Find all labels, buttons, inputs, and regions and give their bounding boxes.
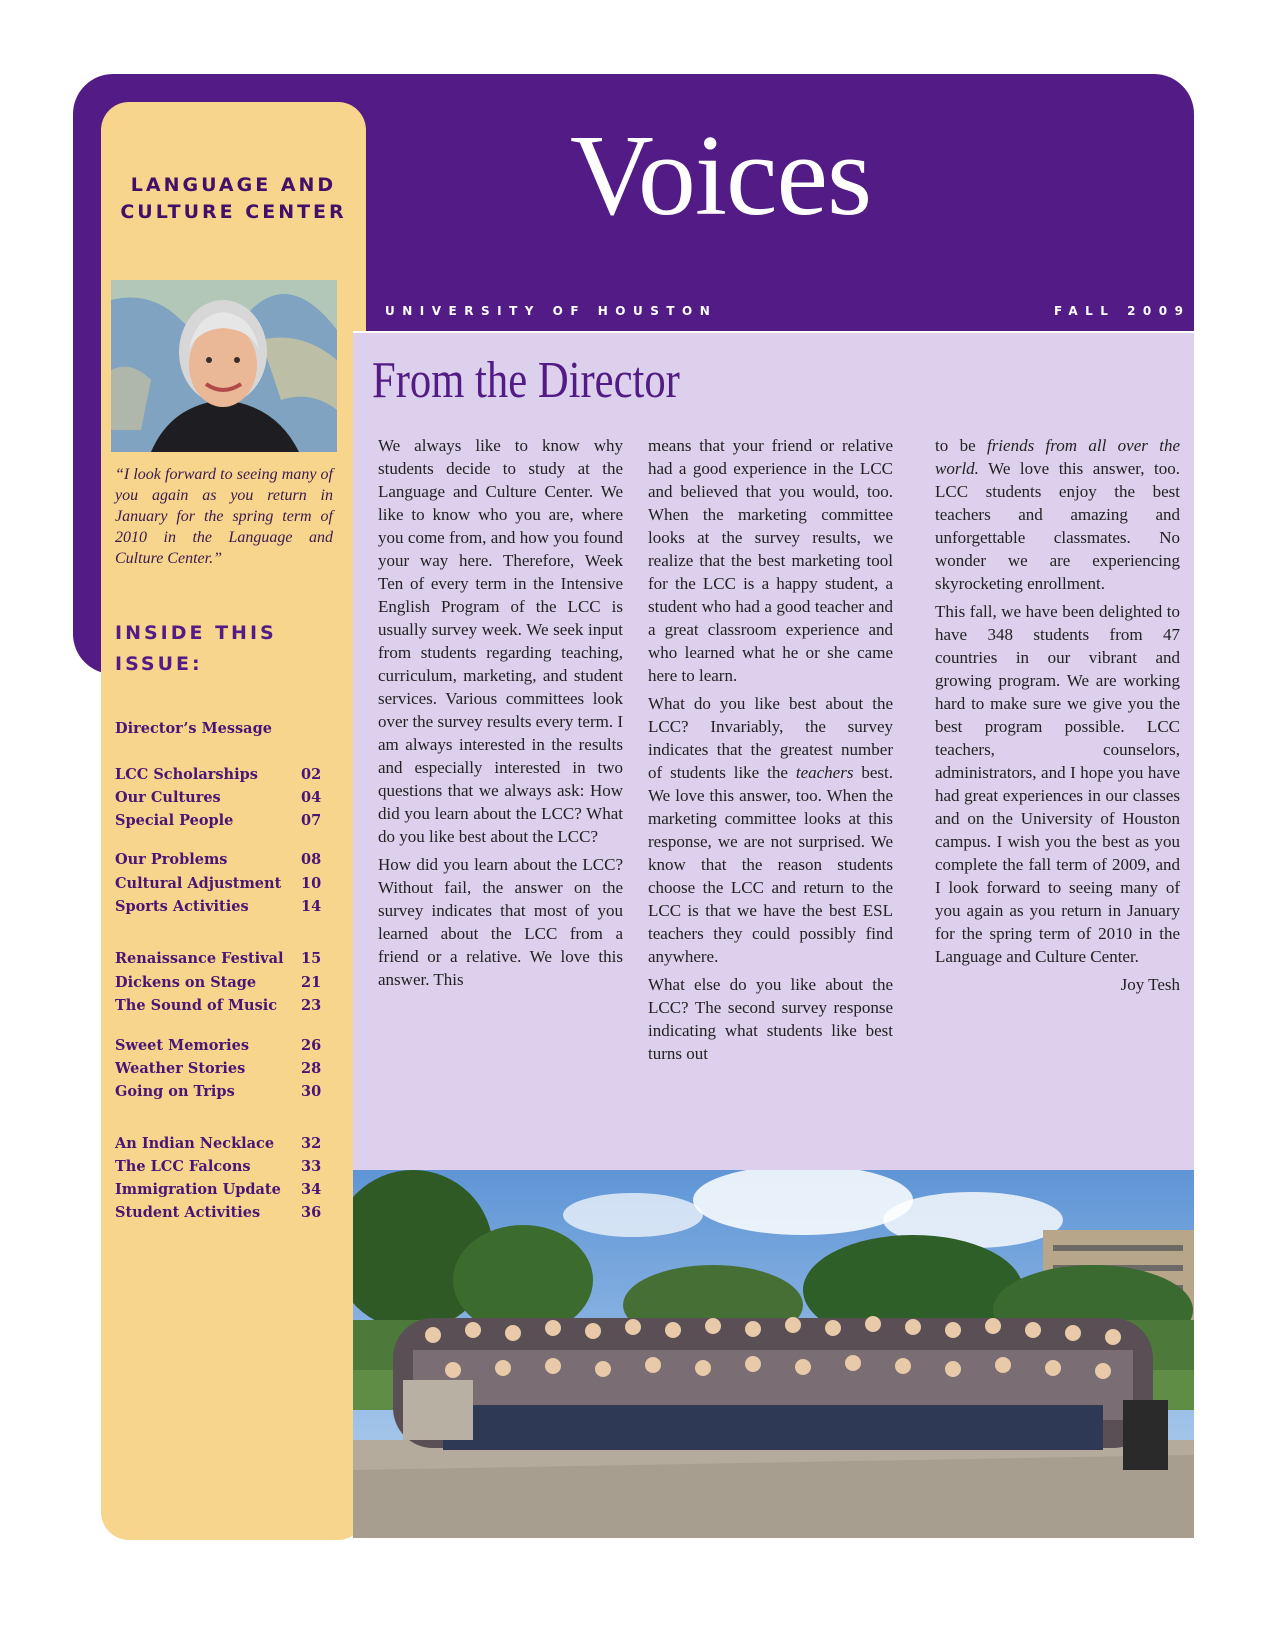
toc-title: Renaissance Festival (115, 950, 284, 967)
toc-title: Cultural Adjustment (115, 875, 282, 892)
toc-title: Sports Activities (115, 898, 249, 915)
toc-title: Director’s Message (115, 720, 272, 737)
toc-page: 04 (301, 789, 322, 806)
toc-title: Going on Trips (115, 1083, 235, 1100)
director-quote: “I look forward to seeing many of you again as you return in January for the spring term of 2010 in the Language and Culture Center.” (115, 466, 333, 567)
toc-title: Weather Stories (115, 1060, 246, 1077)
toc-page: 23 (301, 997, 322, 1014)
toc-title: An Indian Necklace (115, 1135, 275, 1152)
toc-title: Special People (115, 812, 234, 829)
article-heading: From the Director (372, 352, 680, 409)
toc-page: 30 (301, 1083, 322, 1100)
toc-page: 21 (301, 974, 322, 991)
article-column-3 (935, 434, 1180, 997)
paragraph: What do you like best about the LCC? Invariably, the survey indicates that the greatest number of students like the teachers best. We love this answer, too. When the marketing committee looks at this response, we are not surprised. We know that the reason students choose the LCC and return to the LCC is that we have the best ESL teachers they could possibly find anywhere. (648, 694, 893, 966)
paragraph: What else do you like about the LCC? The second survey response indicating what students like best turns out (648, 975, 893, 1063)
group-photo (353, 1170, 1194, 1538)
org-name-line1: LANGUAGE AND (130, 174, 337, 196)
toc-page: 14 (301, 898, 322, 915)
emphasis: friends from all over the world. (935, 436, 1180, 478)
director-photo (111, 280, 337, 452)
toc-page: 08 (301, 851, 322, 868)
toc-title: Our Cultures (115, 789, 221, 806)
article-column-1 (378, 434, 623, 996)
paragraph: This fall, we have been delighted to have 348 students from 47 countries in our vibrant and growing program. We are working hard to make sure we give you the best program possible. LCC teachers, counselors, administrators, and I hope you have had great experiences in our classes and on the University of Houston campus. I wish you the best as you complete the fall term of 2009, and I look forward to seeing many of you again as you return in January for the spring term of 2010 in the Language and Culture Center. (935, 602, 1180, 966)
org-name (101, 172, 366, 226)
toc-page: 28 (301, 1060, 322, 1077)
paragraph: means that your friend or relative had a good experience in the LCC and believed that you would, too. When the marketing committee looks at the survey results, we realize that the best marketing tool for the LCC is a happy student, a student who had a good teacher and a great classroom experience and who learned what he or she came here to learn. (648, 436, 893, 685)
toc-title: Our Problems (115, 851, 228, 868)
issue-term: FALL 2009 (1054, 304, 1191, 318)
paragraph: We always like to know why students decide to study at the Language and Culture Center. We like to know who you are, where you come from, and how you found your way here. Therefore, Week Ten of every term in the Intensive English Program of the LCC is usually survey week. We seek input from students regarding teaching, curriculum, marketing, and student services. Various committees look over the survey results every term. I am always interested in the results and especially interested in two questions that we always ask: How did you learn about the LCC? What do you like best about the LCC? (378, 436, 623, 846)
signature: Joy Tesh (1120, 975, 1180, 994)
toc-page: 07 (301, 812, 322, 829)
toc-page: 36 (301, 1204, 322, 1221)
toc-page: 26 (301, 1037, 322, 1054)
newsletter-title: Voices (570, 112, 872, 240)
toc-page: 34 (301, 1181, 322, 1198)
article-column-2 (648, 434, 893, 1070)
toc-title: LCC Scholarships (115, 766, 258, 783)
org-name-line2: CULTURE CENTER (120, 201, 347, 223)
toc-title: Student Activities (115, 1204, 261, 1221)
toc-page: 33 (301, 1158, 322, 1175)
toc-title: Dickens on Stage (115, 974, 257, 991)
toc-title: Immigration Update (115, 1181, 281, 1198)
toc-page: 10 (301, 875, 322, 892)
inside-this-issue-heading: INSIDE THIS ISSUE: (115, 622, 277, 675)
toc-title: The Sound of Music (115, 997, 278, 1014)
university-name: UNIVERSITY OF HOUSTON (385, 304, 718, 318)
emphasis: teachers (795, 763, 854, 782)
sidebar (101, 102, 366, 1540)
toc-title: Sweet Memories (115, 1037, 249, 1054)
toc-page: 32 (301, 1135, 322, 1152)
toc-page: 15 (301, 950, 322, 967)
paragraph: How did you learn about the LCC? Without fail, the answer on the survey indicates that most of you learned about the LCC from a friend or a relative. We love this answer. This (378, 855, 623, 989)
toc-page: 02 (301, 766, 322, 783)
toc-title: The LCC Falcons (115, 1158, 251, 1175)
paragraph: to be friends from all over the world. We love this answer, too. LCC students enjoy the best teachers and amazing and unforgettable classmates. No wonder we are experiencing skyrocketing enrollment. (935, 436, 1180, 593)
